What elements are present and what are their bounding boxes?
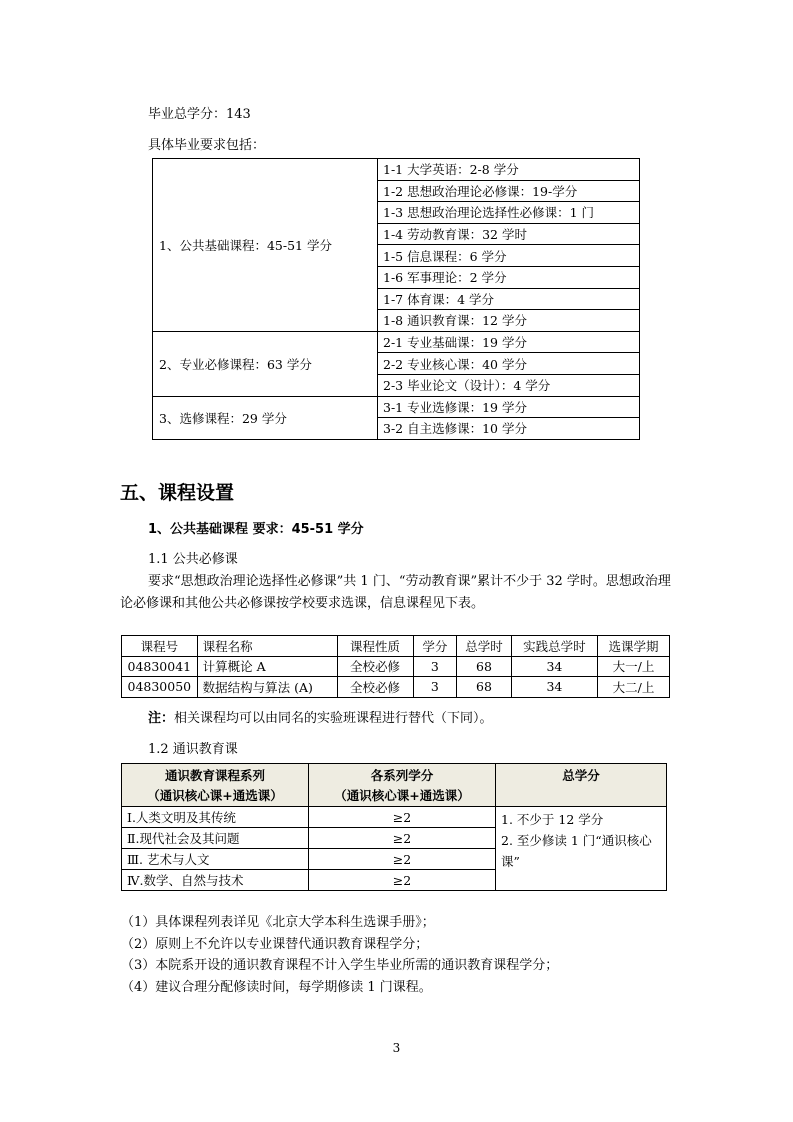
table-row <box>122 807 667 828</box>
cell: 3 <box>413 656 457 677</box>
item-cell: 2-3 毕业论文（设计）：4 学分 <box>378 374 640 396</box>
header-cell: 选课学期 <box>598 636 670 657</box>
series-cell: Ⅱ.现代社会及其问题 <box>122 828 309 849</box>
item-cell: 2-1 专业基础课：19 学分 <box>378 331 640 353</box>
table-row <box>122 677 670 698</box>
item-cell: 1-2 思想政治理论必修课：19-学分 <box>378 180 640 202</box>
table-row <box>153 396 640 418</box>
header-cell: 课程名称 <box>197 636 337 657</box>
series-cell: Ⅳ.数学、自然与技术 <box>122 870 309 891</box>
subsection-1-1: 1.1 公共必修课 <box>148 552 238 567</box>
cell: 34 <box>511 677 597 698</box>
cell: 全校必修 <box>337 656 413 677</box>
notes-list <box>121 912 558 998</box>
cell: 34 <box>511 656 597 677</box>
table-row <box>122 656 670 677</box>
cell: 大一/上 <box>598 656 670 677</box>
cell: 04830041 <box>122 656 198 677</box>
series-cell: Ⅰ.人类文明及其传统 <box>122 807 309 828</box>
graduation-credits: 毕业总学分：143 <box>148 107 251 122</box>
item-cell: 1-3 思想政治理论选择性必修课：1 门 <box>378 202 640 224</box>
course-table <box>121 635 670 698</box>
table-row <box>153 159 640 181</box>
cell: 04830050 <box>122 677 198 698</box>
category-cell: 2、专业必修课程：63 学分 <box>153 331 378 396</box>
cell: 68 <box>457 677 512 698</box>
header-line: （通识核心课+通选课） <box>334 788 470 803</box>
note-text: 相关课程均可以由同名的实验班课程进行替代（下同）。 <box>174 711 493 726</box>
subsection-1-2: 1.2 通识教育课 <box>148 742 238 757</box>
credit-cell: ≥2 <box>309 870 496 891</box>
item-cell: 3-2 自主选修课：10 学分 <box>378 418 640 440</box>
series-cell: Ⅲ. 艺术与人文 <box>122 849 309 870</box>
cell: 大二/上 <box>598 677 670 698</box>
section-title: 五、课程设置 <box>120 482 235 504</box>
credit-cell: ≥2 <box>309 849 496 870</box>
total-cell <box>496 807 667 891</box>
total-line: 1. 不少于 12 学分 <box>501 812 604 827</box>
item-cell: 1-7 体育课：4 学分 <box>378 288 640 310</box>
cell: 计算概论 A <box>197 656 337 677</box>
header-line: 各系列学分 <box>370 768 434 783</box>
header-cell: 学分 <box>413 636 457 657</box>
table-header <box>122 764 667 807</box>
subsection-title: 1、公共基础课程 要求：45-51 学分 <box>148 522 364 537</box>
list-item: （4）建议合理分配修读时间，每学期修读 1 门课程。 <box>121 979 432 995</box>
header-cell: 课程号 <box>122 636 198 657</box>
item-cell: 1-5 信息课程：6 学分 <box>378 245 640 267</box>
list-item: （3）本院系开设的通识教育课程不计入学生毕业所需的通识教育课程学分； <box>121 958 559 973</box>
header-cell <box>122 764 309 807</box>
header-cell: 课程性质 <box>337 636 413 657</box>
general-education-table <box>121 763 667 891</box>
paragraph: 要求“思想政治理论选择性必修课”共 1 门、“劳动教育课”累计不少于 32 学时。思想政治理论必修课和其他公共必修课按学校要求选课，信息课程见下表。 <box>120 574 671 611</box>
credit-cell: ≥2 <box>309 807 496 828</box>
cell: 全校必修 <box>337 677 413 698</box>
item-cell: 3-1 专业选修课：19 学分 <box>378 396 640 418</box>
cell: 68 <box>457 656 512 677</box>
item-cell: 1-4 劳动教育课：32 学时 <box>378 223 640 245</box>
list-item: （2）原则上不允许以专业课替代通识教育课程学分； <box>121 936 429 952</box>
table-header <box>122 636 670 657</box>
header-line: 通识教育课程系列 <box>164 768 265 783</box>
page-number: 3 <box>392 1041 401 1055</box>
header-cell: 总学时 <box>457 636 512 657</box>
item-cell: 1-1 大学英语：2-8 学分 <box>378 159 640 181</box>
note <box>148 707 493 726</box>
header-cell: 实践总学时 <box>511 636 597 657</box>
category-cell: 3、选修课程：29 学分 <box>153 396 378 439</box>
requirements-intro: 具体毕业要求包括： <box>148 138 266 153</box>
total-line: 2. 至少修读 1 门“通识核心课” <box>501 833 652 869</box>
credit-cell: ≥2 <box>309 828 496 849</box>
cell: 数据结构与算法 (A) <box>197 677 337 698</box>
list-item: （1）具体课程列表详见《北京大学本科生选课手册》； <box>121 915 435 930</box>
header-cell <box>309 764 496 807</box>
header-line: （通识核心课+通选课） <box>147 788 283 803</box>
item-cell: 2-2 专业核心课：40 学分 <box>378 353 640 375</box>
item-cell: 1-8 通识教育课：12 学分 <box>378 310 640 332</box>
item-cell: 1-6 军事理论：2 学分 <box>378 266 640 288</box>
requirements-table <box>152 158 640 440</box>
cell: 3 <box>413 677 457 698</box>
category-cell: 1、公共基础课程：45-51 学分 <box>153 159 378 332</box>
header-cell: 总学分 <box>496 764 667 807</box>
note-label: 注： <box>148 711 175 726</box>
table-row <box>153 331 640 353</box>
